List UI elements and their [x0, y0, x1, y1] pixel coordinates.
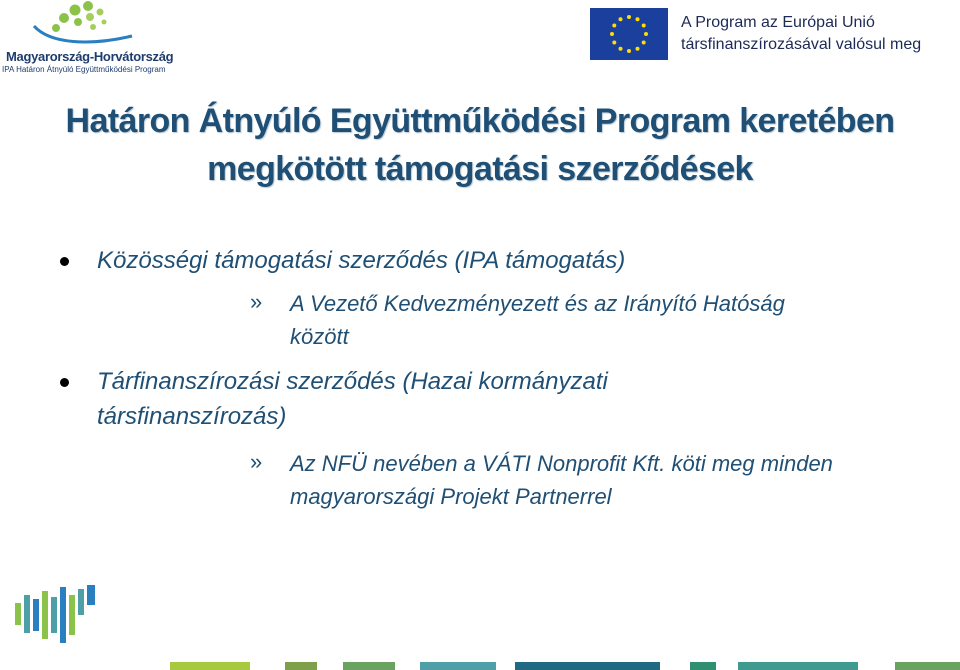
bullet-1-sub-marker: » [250, 289, 263, 314]
bullet-2-sub-line2: magyarországi Projekt Partnerrel [290, 484, 612, 509]
footer-bar [515, 662, 660, 670]
bullet-2-line1: Tárfinanszírozási szerződés (Hazai kormányzati [97, 368, 608, 395]
page-title-line2: megkötött támogatási szerződések [207, 150, 753, 188]
bullet-1-sub-line2: között [290, 324, 349, 349]
footer-bar [170, 662, 250, 670]
bullet-2-sub-line1: Az NFÜ nevében a VÁTI Nonprofit Kft. köti meg minden [290, 451, 833, 476]
footer-bar [895, 662, 960, 670]
page-title [0, 97, 960, 193]
footer-bar [285, 662, 317, 670]
eu-flag-icon [590, 8, 668, 60]
footer-bar [690, 662, 716, 670]
eu-logo-line2: társfinanszírozásával valósul meg [681, 36, 922, 53]
footer-bar [420, 662, 496, 670]
page-title-line1: Határon Átnyúló Együttműködési Program keretében [65, 102, 895, 140]
bullet-2-line2: társfinanszírozás) [97, 403, 287, 430]
agency-logo-icon [10, 585, 110, 645]
bullet-1-text: Közösségi támogatási szerződés (IPA támogatás) [97, 247, 626, 274]
program-logo-icon [30, 0, 140, 48]
eu-logo-line1: A Program az Európai Unió [681, 14, 875, 31]
program-logo [0, 0, 174, 80]
bullet-1-sub-line1: A Vezető Kedvezményezett és az Irányító Hatóság [290, 291, 785, 316]
bullet-2-sub-marker: » [250, 449, 263, 474]
footer-bar [738, 662, 858, 670]
bullet-dot-icon [60, 378, 69, 387]
footer-bar [343, 662, 395, 670]
eu-logo [590, 8, 940, 63]
program-logo-subtitle: IPA Határon Átnyúló Együttműködési Program [2, 65, 166, 74]
program-logo-name: Magyarország-Horvátország [6, 49, 174, 64]
bullet-dot-icon [60, 257, 69, 266]
